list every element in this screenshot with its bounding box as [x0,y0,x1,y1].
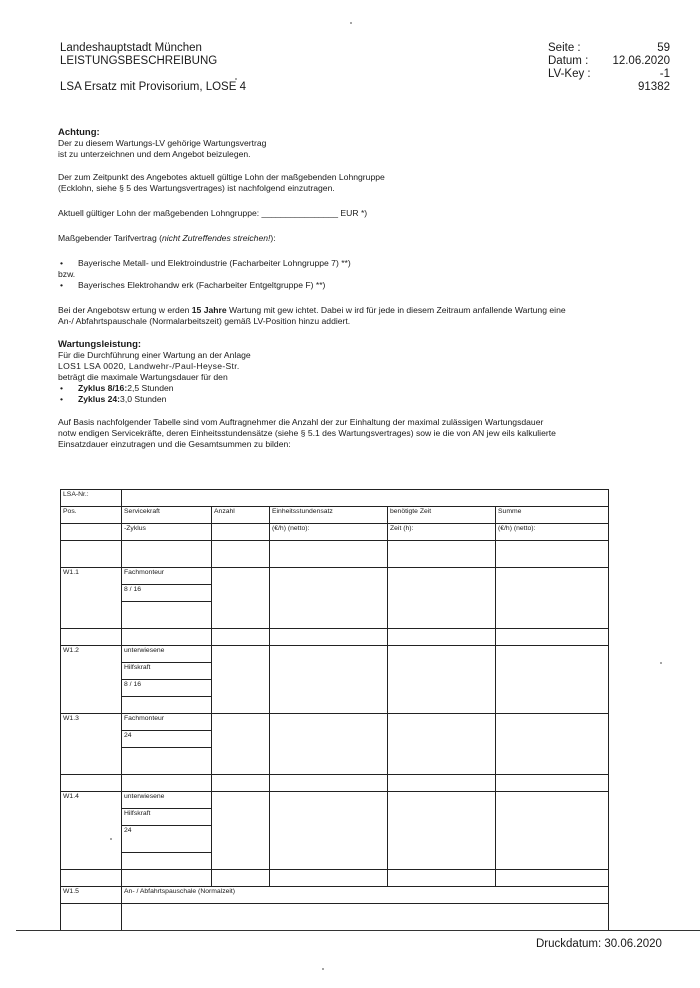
page-number: 59 [657,42,670,54]
empty-cell [122,697,212,714]
time-input[interactable] [388,792,496,870]
tarif-italic: nicht Zutreffendes streichen! [161,233,271,243]
wartung-line: beträgt die maximale Wartungsdauer für den [58,372,228,382]
zyklus-cell: 24 [122,731,212,748]
header-meta [548,42,670,94]
tarif-option-2 [58,280,668,291]
input-cell[interactable] [496,541,609,568]
input-cell[interactable] [270,870,388,887]
table-row [61,646,609,663]
rate-input[interactable] [270,714,388,775]
pauschale-input[interactable] [122,904,609,931]
bullet-icon: • [60,258,64,268]
col-header-zeit: benötigte Zeit [388,507,496,524]
table-row [61,568,609,585]
input-cell[interactable] [496,870,609,887]
anzahl-input[interactable] [212,568,270,629]
time-input[interactable] [388,714,496,775]
tarif-suffix: ): [270,233,276,243]
pauschale-cell: An- / Abfahrtspauschale (Normalzeit) [122,887,609,904]
servicekraft-cell: Fachmonteur [122,568,212,585]
angebot-suffix: Wartung mit gew ichtet. Dabei w ird für jede in diesem Zeitraum anfallende Wartung eine [226,305,566,315]
lsa-input[interactable] [122,490,609,507]
achtung-line: Der zu diesem Wartungs-LV gehörige Wartungsvertrag [58,138,267,148]
empty-cell [122,775,212,792]
input-cell[interactable] [388,775,496,792]
servicekraft-cell: unterwiesene [122,792,212,809]
input-cell[interactable] [496,775,609,792]
table-row [61,870,609,887]
input-cell[interactable] [388,629,496,646]
input-cell[interactable] [212,629,270,646]
doc-date: 12.06.2020 [612,55,670,67]
input-cell[interactable] [388,870,496,887]
lohn-unit: EUR *) [340,208,368,218]
rate-input[interactable] [270,792,388,870]
table-row [61,792,609,809]
zyklus-duration: 2,5 Stunden [127,383,174,393]
subheader-sum: (€/h) (netto): [496,524,609,541]
body-text [58,127,668,450]
subheader-cell [61,524,122,541]
header-left [60,42,246,94]
meta-row-lvkey: LV-Key : -1 [548,68,670,80]
subheader-rate: (€/h) (netto): [270,524,388,541]
input-cell[interactable] [270,541,388,568]
pos-w1-5: W1.5 [61,887,122,904]
lohn-field-label: Aktuell gültiger Lohn der maßgebenden Lohngruppe: [58,208,260,218]
doc-type: LEISTUNGSBESCHREIBUNG [60,55,218,67]
tarif-prefix: Maßgebender Tarifvertrag ( [58,233,162,243]
subheader-zyklus: -Zyklus [122,524,212,541]
scan-speck [235,78,237,80]
input-cell[interactable] [388,541,496,568]
input-cell[interactable] [496,629,609,646]
empty-cell [122,629,212,646]
zyklus-label: Zyklus 8/16: [78,383,128,393]
sum-input[interactable] [496,568,609,629]
tarif-line [58,233,668,244]
tarif-or: bzw. [58,269,76,279]
empty-cell [61,904,122,931]
empty-cell [122,602,212,629]
meta-row-datum: Datum : 12.06.2020 [548,55,670,67]
scan-speck [110,838,112,840]
servicekraft-cell: Hilfskraft [122,809,212,826]
empty-cell [61,775,122,792]
angebot-prefix: Bei der Angebotsw ertung w erden [58,305,192,315]
tarif-option-label: Bayerisches Elektrohandw erk (Facharbeiter Entgeltgruppe F) **) [78,280,326,290]
sum-input[interactable] [496,714,609,775]
tarif-option-label: Bayerische Metall- und Elektroindustrie (Facharbeiter Lohngruppe 7) **) [78,258,351,268]
achtung-title: Achtung: [58,127,100,138]
print-date-value: 30.06.2020 [604,938,662,950]
table-row [61,714,609,731]
empty-cell [122,853,212,870]
print-date-label: Druckdatum: [536,938,602,950]
pos-w1-3: W1.3 [61,714,122,775]
subheader-time: Zeit (h): [388,524,496,541]
input-cell[interactable] [270,775,388,792]
input-cell[interactable] [212,541,270,568]
input-cell[interactable] [270,629,388,646]
anzahl-input[interactable] [212,792,270,870]
doc-subject: LSA Ersatz mit Provisorium, LOSE 4 [60,81,246,93]
achtung-line: ist zu unterzeichnen und dem Angebot beizulegen. [58,149,251,159]
wartung-title: Wartungsleistung: [58,339,142,350]
empty-cell [122,870,212,887]
doc-number: 91382 [638,81,670,93]
footer-divider [16,930,700,931]
sum-input[interactable] [496,646,609,714]
zyklus-2 [58,394,668,405]
wartung-line: Für die Durchführung einer Wartung an der Anlage [58,350,251,360]
zyklus-label: Zyklus 24: [78,394,121,404]
angebot-line-2: An-/ Abfahrtspauschale (Normalarbeitszeit) gemäß LV-Position hinzu addiert. [58,316,351,326]
table-row [61,904,609,931]
bullet-icon: • [60,383,64,393]
lv-key: -1 [659,68,670,80]
empty-cell [61,541,122,568]
anzahl-input[interactable] [212,646,270,714]
table-row [61,629,609,646]
servicekraft-cell: unterwiesene [122,646,212,663]
zyklus-1 [58,383,668,394]
zyklus-cell: 24 [122,826,212,853]
time-input[interactable] [388,646,496,714]
scan-speck [660,662,662,664]
lohn-line: Der zum Zeitpunkt des Angebotes aktuell gültige Lohn der maßgebenden Lohngruppe [58,172,385,182]
input-cell[interactable] [212,775,270,792]
subheader-cell [212,524,270,541]
empty-cell [122,748,212,775]
rate-input[interactable] [270,646,388,714]
tarif-option-1 [58,258,668,269]
col-header-summe: Summe [496,507,609,524]
table-row [61,775,609,792]
col-header-servicekraft: Servicekraft [122,507,212,524]
footer [536,938,662,950]
org-name: Landeshauptstadt München [60,42,202,54]
scan-speck [350,22,352,24]
lohn-line: (Ecklohn, siehe § 5 des Wartungsvertrages) ist nachfolgend einzutragen. [58,183,335,193]
wartung-location: LOS1 LSA 0020, Landwehr-/Paul-Heyse-Str. [58,361,240,371]
servicekraft-cell: Hilfskraft [122,663,212,680]
angebot-years: 15 Jahre [191,305,227,315]
meta-row-number [548,81,670,94]
empty-cell [61,629,122,646]
lohn-field [58,208,668,219]
pos-w1-4: W1.4 [61,792,122,870]
empty-cell [122,541,212,568]
pos-w1-1: W1.1 [61,568,122,629]
anzahl-input[interactable] [212,714,270,775]
empty-cell [61,870,122,887]
table-row [61,887,609,904]
rate-input[interactable] [270,568,388,629]
basis-line: Einsatzdauer einzutragen und die Gesamtsummen zu bilden: [58,439,291,449]
basis-line: notw endigen Servicekräfte, deren Einheitsstundensätze (siehe § 5.1 des Wartungsvertrages) sow ie die von AN jew eils kalkulierte [58,428,556,438]
input-cell[interactable] [212,870,270,887]
lohn-input-blank[interactable]: ________________ [261,208,339,218]
meta-row-seite: Seite : 59 [548,42,670,54]
table-row [61,541,609,568]
angebot-line [58,305,668,316]
time-input[interactable] [388,568,496,629]
col-header-pos: Pos. [61,507,122,524]
wartung-table [60,489,609,931]
lsa-label: LSA-Nr.: [61,490,122,507]
bullet-icon: • [60,394,64,404]
zyklus-cell: 8 / 16 [122,585,212,602]
pos-w1-2: W1.2 [61,646,122,714]
col-header-anzahl: Anzahl [212,507,270,524]
zyklus-duration: 3,0 Stunden [120,394,167,404]
scan-speck [322,968,324,970]
zyklus-cell: 8 / 16 [122,680,212,697]
servicekraft-cell: Fachmonteur [122,714,212,731]
col-header-einheitsstundensatz: Einheitsstundensatz [270,507,388,524]
bullet-icon: • [60,280,64,290]
sum-input[interactable] [496,792,609,870]
basis-line: Auf Basis nachfolgender Tabelle sind vom Auftragnehmer die Anzahl der zur Einhaltung der maximal zulässigen Wartungsdauer [58,417,544,427]
